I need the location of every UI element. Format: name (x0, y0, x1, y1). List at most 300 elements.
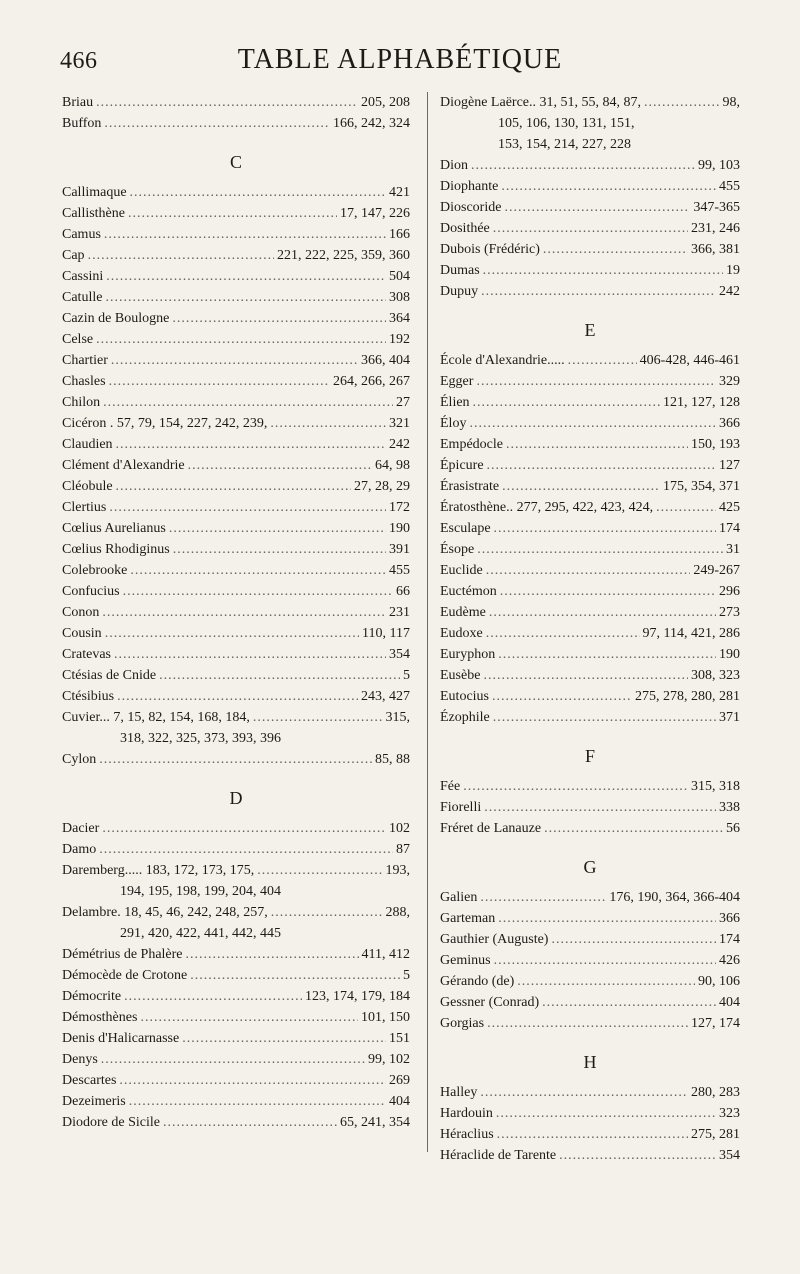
entry-pages: 366 (719, 911, 740, 926)
entry-pages: 87 (396, 842, 410, 857)
index-entry-continuation: 291, 420, 422, 441, 442, 445 (120, 926, 281, 941)
index-entry (440, 455, 740, 476)
index-entry (62, 602, 410, 623)
entry-pages: 5 (403, 968, 410, 983)
entry-pages: 166, 242, 324 (333, 116, 410, 131)
entry-pages: 404 (389, 1094, 410, 1109)
entry-pages: 411, 412 (361, 947, 410, 962)
entry-name: Gessner (Conrad) (440, 995, 540, 1010)
dot-leader (494, 518, 716, 539)
entry-pages: 455 (389, 563, 410, 578)
entry-pages: 455 (719, 179, 740, 194)
entry-name: Dupuy (440, 284, 479, 299)
dot-leader (253, 707, 383, 728)
index-entry (62, 623, 410, 644)
entry-name: Chasles (62, 374, 106, 389)
entry-pages: 338 (719, 800, 740, 815)
entry-pages: 406-428, 446-461 (639, 353, 740, 368)
entry-name: Cap (62, 248, 85, 263)
index-entry (440, 665, 740, 686)
index-entry (62, 518, 410, 539)
dot-leader (644, 92, 720, 113)
dot-leader (88, 245, 274, 266)
index-entry (62, 1070, 410, 1091)
entry-pages: 264, 266, 267 (333, 374, 410, 389)
dot-leader (494, 950, 716, 971)
index-entry (440, 602, 740, 623)
dot-leader (504, 197, 690, 218)
index-entry (440, 239, 740, 260)
entry-name: Clertius (62, 500, 107, 515)
dot-leader (517, 971, 695, 992)
index-entry (62, 266, 410, 287)
entry-name: Eusèbe (440, 668, 481, 683)
dot-leader (483, 665, 688, 686)
entry-name: Cratevas (62, 647, 111, 662)
index-entry (440, 1103, 740, 1124)
entry-pages: 90, 106 (698, 974, 740, 989)
dot-leader (128, 203, 337, 224)
entry-pages: 269 (389, 1073, 410, 1088)
entry-pages: 172 (389, 500, 410, 515)
dot-leader (496, 1103, 716, 1124)
dot-leader (497, 1124, 688, 1145)
index-entry (62, 350, 410, 371)
entry-pages: 315, (385, 710, 410, 725)
entry-pages: 288, (385, 905, 410, 920)
entry-pages: 366, 381 (691, 242, 740, 257)
dot-leader (487, 455, 716, 476)
entry-name: Eudème (440, 605, 486, 620)
dot-leader (190, 965, 400, 986)
index-entry (62, 308, 410, 329)
dot-leader (471, 155, 695, 176)
index-entry (440, 197, 740, 218)
dot-leader (473, 392, 660, 413)
index-entry (440, 434, 740, 455)
index-entry (440, 155, 740, 176)
entry-pages: 190 (389, 521, 410, 536)
dot-leader (96, 329, 386, 350)
entry-pages: 321 (389, 416, 410, 431)
entry-name: Denys (62, 1052, 98, 1067)
index-column-left (62, 92, 410, 1133)
dot-leader (656, 497, 716, 518)
entry-name: Cicéron . 57, 79, 154, 227, 242, 239, (62, 416, 268, 431)
entry-name: Héraclius (440, 1127, 494, 1142)
entry-name: Ctésias de Cnide (62, 668, 157, 683)
entry-pages: 151 (389, 1031, 410, 1046)
entry-pages: 425 (719, 500, 740, 515)
dot-leader (501, 176, 716, 197)
index-entry (62, 1049, 410, 1070)
entry-pages: 275, 278, 280, 281 (635, 689, 740, 704)
entry-pages: 354 (719, 1148, 740, 1163)
entry-name: Démosthènes (62, 1010, 138, 1025)
entry-name: Geminus (440, 953, 491, 968)
dot-leader (477, 539, 723, 560)
entry-name: Cylon (62, 752, 97, 767)
entry-name: Dion (440, 158, 468, 173)
dot-leader (130, 182, 386, 203)
entry-pages: 102 (389, 821, 410, 836)
entry-name: Colebrooke (62, 563, 128, 578)
index-entry (62, 860, 410, 881)
entry-name: Damo (62, 842, 97, 857)
dot-leader (130, 560, 386, 581)
entry-pages: 101, 150 (361, 1010, 410, 1025)
entry-pages: 85, 88 (375, 752, 410, 767)
index-entry (62, 749, 410, 770)
entry-pages: 150, 193 (691, 437, 740, 452)
entry-pages: 192 (389, 332, 410, 347)
entry-name: Héraclide de Tarente (440, 1148, 557, 1163)
dot-leader (102, 602, 386, 623)
entry-name: Démétrius de Phalère (62, 947, 183, 962)
entry-pages: 347-365 (693, 200, 740, 215)
entry-pages: 123, 174, 179, 184 (305, 989, 410, 1004)
index-entry (440, 686, 740, 707)
entry-pages: 315, 318 (691, 779, 740, 794)
entry-name: Callimaque (62, 185, 127, 200)
entry-pages: 127 (719, 458, 740, 473)
index-entry (440, 392, 740, 413)
index-entry-continuation: 318, 322, 325, 373, 393, 396 (120, 731, 281, 746)
entry-pages: 275, 281 (691, 1127, 740, 1142)
index-entry (440, 176, 740, 197)
entry-name: Gauthier (Auguste) (440, 932, 549, 947)
entry-name: Briau (62, 95, 94, 110)
dot-leader (186, 944, 359, 965)
dot-leader (544, 818, 723, 839)
index-entry (62, 392, 410, 413)
index-entry (440, 260, 740, 281)
entry-pages: 308, 323 (691, 668, 740, 683)
index-entry (62, 371, 410, 392)
dot-leader (173, 539, 386, 560)
dot-leader (487, 1013, 688, 1034)
entry-pages: 231 (389, 605, 410, 620)
index-entry (440, 776, 740, 797)
index-entry (62, 644, 410, 665)
index-entry (440, 539, 740, 560)
entry-name: Dosithée (440, 221, 490, 236)
entry-pages: 354 (389, 647, 410, 662)
index-entry (62, 476, 410, 497)
entry-name: Cazin de Boulogne (62, 311, 170, 326)
entry-name: Éloy (440, 416, 467, 431)
entry-name: Gérando (de) (440, 974, 515, 989)
section-letter: F (584, 746, 595, 766)
entry-name: Diogène Laërce.. 31, 51, 55, 84, 87, (440, 95, 641, 110)
entry-pages: 371 (719, 710, 740, 725)
page-number: 466 (60, 48, 98, 74)
entry-name: Dioscoride (440, 200, 502, 215)
entry-pages: 27 (396, 395, 410, 410)
index-entry (62, 986, 410, 1007)
dot-leader (114, 644, 386, 665)
entry-name: Callisthène (62, 206, 125, 221)
entry-pages: 99, 102 (368, 1052, 410, 1067)
dot-leader (469, 413, 716, 434)
entry-name: Diophante (440, 179, 499, 194)
index-entry (62, 1112, 410, 1133)
dot-leader (271, 902, 383, 923)
entry-pages: 27, 28, 29 (354, 479, 410, 494)
entry-name: Galien (440, 890, 478, 905)
dot-leader (270, 413, 386, 434)
dot-leader (480, 1082, 688, 1103)
entry-name: Démocède de Crotone (62, 968, 188, 983)
index-entry (62, 686, 410, 707)
entry-name: Ctésibius (62, 689, 115, 704)
entry-name: Dumas (440, 263, 480, 278)
entry-name: Garteman (440, 911, 496, 926)
dot-leader (105, 623, 359, 644)
entry-pages: 17, 147, 226 (340, 206, 410, 221)
entry-pages: 176, 190, 364, 366-404 (609, 890, 740, 905)
entry-name: Cousin (62, 626, 102, 641)
entry-pages: 280, 283 (691, 1085, 740, 1100)
entry-name: Conon (62, 605, 100, 620)
entry-name: Cœlius Aurelianus (62, 521, 166, 536)
entry-pages: 19 (726, 263, 740, 278)
index-entry (440, 644, 740, 665)
index-entry (440, 476, 740, 497)
entry-name: Gorgias (440, 1016, 485, 1031)
entry-pages: 273 (719, 605, 740, 620)
index-entry (62, 497, 410, 518)
dot-leader (502, 476, 660, 497)
entry-name: Épicure (440, 458, 484, 473)
index-entry (62, 707, 410, 728)
entry-name: Ézophile (440, 710, 490, 725)
entry-name: Élien (440, 395, 470, 410)
index-entry (440, 281, 740, 302)
entry-pages: 296 (719, 584, 740, 599)
entry-name: Ératosthène.. 277, 295, 422, 423, 424, (440, 500, 654, 515)
entry-pages: 243, 427 (361, 689, 410, 704)
entry-name: Dacier (62, 821, 100, 836)
entry-name: Diodore de Sicile (62, 1115, 160, 1130)
entry-name: Eutocius (440, 689, 489, 704)
entry-name: Ésope (440, 542, 475, 557)
dot-leader (506, 434, 688, 455)
index-entry (440, 1082, 740, 1103)
dot-leader (480, 887, 606, 908)
entry-pages: 329 (719, 374, 740, 389)
index-entry (62, 902, 410, 923)
dot-leader (99, 839, 393, 860)
index-entry (62, 581, 410, 602)
entry-pages: 242 (389, 437, 410, 452)
index-entry (440, 929, 740, 950)
entry-pages: 249-267 (693, 563, 740, 578)
entry-pages: 193, (385, 863, 410, 878)
entry-name: Dubois (Frédéric) (440, 242, 540, 257)
index-entry (440, 950, 740, 971)
entry-pages: 190 (719, 647, 740, 662)
index-entry (440, 350, 740, 371)
entry-name: Dezeimeris (62, 1094, 126, 1109)
index-column-right (440, 92, 740, 1166)
entry-name: Celse (62, 332, 94, 347)
index-entry-continuation: 105, 106, 130, 131, 151, (498, 116, 635, 131)
dot-leader (486, 623, 640, 644)
entry-pages: 127, 174 (691, 1016, 740, 1031)
index-entry (62, 944, 410, 965)
index-entry (62, 413, 410, 434)
dot-leader (169, 518, 386, 539)
index-entry (440, 1013, 740, 1034)
entry-pages: 166 (389, 227, 410, 242)
entry-pages: 97, 114, 421, 286 (642, 626, 740, 641)
dot-leader (182, 1028, 386, 1049)
entry-name: Cœlius Rhodiginus (62, 542, 170, 557)
entry-name: Claudien (62, 437, 113, 452)
entry-name: Halley (440, 1085, 478, 1100)
column-divider (427, 92, 428, 1152)
index-entry (62, 182, 410, 203)
entry-name: Fréret de Lanauze (440, 821, 542, 836)
dot-leader (124, 986, 302, 1007)
entry-pages: 64, 98 (375, 458, 410, 473)
dot-leader (116, 476, 351, 497)
dot-leader (105, 287, 386, 308)
dot-leader (109, 497, 386, 518)
index-entry (62, 113, 410, 134)
dot-leader (568, 350, 637, 371)
index-entry (62, 965, 410, 986)
index-entry (440, 623, 740, 644)
entry-name: Catulle (62, 290, 103, 305)
index-entry-continuation: 194, 195, 198, 199, 204, 404 (120, 884, 281, 899)
dot-leader (483, 260, 723, 281)
dot-leader (492, 686, 632, 707)
entry-name: Clément d'Alexandrie (62, 458, 185, 473)
section-letter: G (583, 857, 597, 877)
page-header (0, 40, 800, 80)
index-entry (62, 539, 410, 560)
entry-name: Euclide (440, 563, 483, 578)
entry-pages: 366 (719, 416, 740, 431)
dot-leader (489, 602, 716, 623)
entry-name: Egger (440, 374, 474, 389)
dot-leader (102, 818, 386, 839)
dot-leader (163, 1112, 337, 1133)
dot-leader (116, 434, 386, 455)
dot-leader (257, 860, 382, 881)
entry-pages: 66 (396, 584, 410, 599)
index-entry (62, 287, 410, 308)
entry-pages: 323 (719, 1106, 740, 1121)
entry-name: Démocrite (62, 989, 122, 1004)
index-entry (440, 992, 740, 1013)
dot-leader (96, 92, 358, 113)
entry-name: Eudoxe (440, 626, 483, 641)
index-entry (62, 1091, 410, 1112)
entry-pages: 426 (719, 953, 740, 968)
dot-leader (104, 224, 386, 245)
entry-pages: 56 (726, 821, 740, 836)
entry-pages: 174 (719, 932, 740, 947)
dot-leader (159, 665, 400, 686)
index-entry (62, 1007, 410, 1028)
entry-pages: 308 (389, 290, 410, 305)
index-entry (62, 818, 410, 839)
section-letter: C (229, 152, 242, 172)
dot-leader (172, 308, 386, 329)
section-letter: E (584, 320, 596, 340)
entry-pages: 110, 117 (362, 626, 410, 641)
dot-leader (140, 1007, 358, 1028)
dot-leader (104, 113, 330, 134)
index-entry (62, 245, 410, 266)
entry-name: Camus (62, 227, 101, 242)
index-entry (62, 560, 410, 581)
page-title: TABLE ALPHABÉTIQUE (237, 44, 563, 75)
entry-pages: 366, 404 (361, 353, 410, 368)
index-entry (440, 413, 740, 434)
index-entry (62, 665, 410, 686)
index-entry-continuation: 153, 154, 214, 227, 228 (498, 137, 631, 152)
index-entry (440, 797, 740, 818)
entry-pages: 221, 222, 225, 359, 360 (277, 248, 410, 263)
index-entry (62, 224, 410, 245)
entry-pages: 5 (403, 668, 410, 683)
entry-name: Cuvier... 7, 15, 82, 154, 168, 184, (62, 710, 250, 725)
dot-leader (486, 560, 691, 581)
dot-leader (481, 281, 716, 302)
index-entry (62, 92, 410, 113)
entry-name: Denis d'Halicarnasse (62, 1031, 180, 1046)
dot-leader (476, 371, 716, 392)
dot-leader (106, 266, 386, 287)
dot-leader (463, 776, 688, 797)
dot-leader (119, 1070, 386, 1091)
entry-name: Cléobule (62, 479, 113, 494)
entry-pages: 504 (389, 269, 410, 284)
index-entry (440, 908, 740, 929)
entry-name: Fiorelli (440, 800, 482, 815)
entry-pages: 364 (389, 311, 410, 326)
entry-name: École d'Alexandrie..... (440, 353, 565, 368)
entry-pages: 65, 241, 354 (340, 1115, 410, 1130)
entry-pages: 174 (719, 521, 740, 536)
index-entry (440, 218, 740, 239)
index-entry (62, 329, 410, 350)
index-entry (440, 560, 740, 581)
entry-pages: 99, 103 (698, 158, 740, 173)
entry-name: Esculape (440, 521, 491, 536)
dot-leader (493, 707, 716, 728)
entry-pages: 421 (389, 185, 410, 200)
entry-name: Delambre. 18, 45, 46, 242, 248, 257, (62, 905, 268, 920)
entry-name: Buffon (62, 116, 102, 131)
entry-name: Fée (440, 779, 461, 794)
entry-pages: 391 (389, 542, 410, 557)
dot-leader (551, 929, 716, 950)
index-entry (62, 1028, 410, 1049)
entry-name: Chilon (62, 395, 101, 410)
section-letter: H (583, 1052, 597, 1072)
entry-name: Empédocle (440, 437, 503, 452)
dot-leader (559, 1145, 716, 1166)
dot-leader (101, 1049, 365, 1070)
entry-pages: 121, 127, 128 (663, 395, 740, 410)
index-entry (440, 1124, 740, 1145)
entry-pages: 231, 246 (691, 221, 740, 236)
